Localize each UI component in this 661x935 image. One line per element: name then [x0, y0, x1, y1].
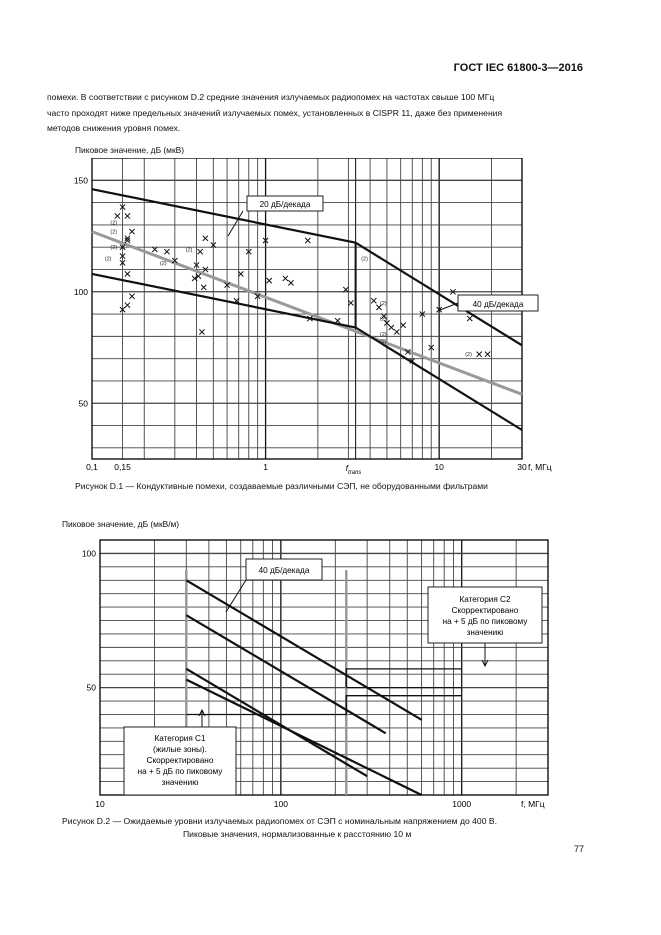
x-tick-label: 30 — [517, 462, 527, 472]
data-point — [371, 298, 376, 303]
category-c2-line: значению — [466, 628, 504, 637]
data-point — [129, 229, 134, 234]
category-c1-line: значению — [161, 778, 199, 787]
data-point — [129, 294, 134, 299]
data-point — [477, 352, 482, 357]
data-point — [288, 280, 293, 285]
category-c1-line: на + 5 дБ по пиковому — [137, 767, 223, 776]
point-multiplicity-label: (2) — [110, 229, 118, 236]
figure1-caption: Рисунок D.1 — Кондуктивные помехи, создаваемые различными СЭП, не оборудованными фильтрами — [75, 481, 488, 491]
data-point — [198, 249, 203, 254]
mean-line — [92, 229, 522, 395]
intro-paragraph — [47, 90, 585, 137]
point-multiplicity-label: (2) — [379, 316, 387, 323]
upper-boundary-line — [92, 189, 522, 345]
data-point — [389, 325, 394, 330]
y-tick-label: 50 — [78, 398, 88, 409]
data-point — [201, 285, 206, 290]
point-multiplicity-label: (2) — [159, 260, 167, 267]
data-point — [203, 236, 208, 241]
data-point — [283, 276, 288, 281]
x-tick-label: 10 — [95, 799, 105, 809]
data-point — [394, 329, 399, 334]
data-point — [199, 329, 204, 334]
figure2-caption-line2: Пиковые значения, нормализованные к расстоянию 10 м — [183, 829, 412, 839]
category-c2-line: Категория С2 — [459, 595, 511, 604]
point-multiplicity-label: (2) — [379, 338, 387, 345]
annotation-40-arrow — [440, 303, 458, 310]
point-multiplicity-label: (2) — [361, 256, 368, 263]
annotation-20-label: 20 дБ/декада — [259, 200, 311, 209]
point-multiplicity-label: (2) — [465, 352, 472, 359]
point-multiplicity-label: (2) — [185, 247, 193, 254]
x-axis-label: f, МГц — [521, 799, 545, 809]
category-c2-line: Скорректировано — [451, 606, 519, 615]
paragraph-line: методов снижения уровня помех. — [47, 123, 181, 133]
figure1-chart — [60, 158, 580, 478]
point-multiplicity-label: (2) — [110, 220, 118, 227]
category-c1-line: Скорректировано — [146, 756, 214, 765]
slope-line — [186, 580, 421, 720]
ftrans-label: $f_{trans}$ — [345, 463, 362, 476]
data-point — [267, 278, 272, 283]
point-multiplicity-label: (2) — [104, 256, 112, 263]
paragraph-line: помехи. В соответствии с рисунком D.2 средние значения излучаемых радиопомех на частотах свыше 100 МГц — [47, 92, 495, 102]
figure2-chart — [60, 530, 580, 815]
standard-header: ГОСТ IEC 61800-3—2016 — [453, 62, 583, 74]
data-point — [467, 316, 472, 321]
page-number: 77 — [573, 844, 584, 854]
data-point — [164, 249, 169, 254]
x-tick-label: 0,15 — [114, 462, 131, 472]
figure1-tick-labels — [74, 175, 552, 476]
paragraph-line: часто проходят ниже предельных значений излучаемых помех, установленных в CISPR 11, даже без применения — [47, 107, 503, 118]
data-point — [125, 271, 130, 276]
x-axis-label: f, МГц — [528, 462, 552, 472]
x-tick-label: 0,1 — [86, 462, 98, 472]
data-point — [485, 352, 490, 357]
point-multiplicity-label: (2) — [379, 300, 387, 307]
x-tick-label: 100 — [273, 799, 288, 809]
data-point — [115, 213, 120, 218]
figure2-caption-line1: Рисунок D.2 — Ожидаемые уровни излучаемых радиопомех от СЭП с номинальным напряжением до 400 В. — [62, 816, 497, 826]
y-tick-label: 100 — [81, 548, 96, 559]
data-point — [125, 303, 130, 308]
annotation-20-arrow — [228, 211, 243, 236]
data-point — [305, 238, 310, 243]
y-tick-label: 50 — [86, 682, 96, 693]
category-c1-line: (жилые зоны). — [153, 745, 207, 754]
annotation-40-label: 40 дБ/декада — [472, 300, 524, 309]
point-multiplicity-label: (2) — [379, 332, 387, 339]
category-c1-line: Категория С1 — [154, 734, 206, 743]
y-tick-label: 100 — [73, 286, 88, 297]
point-multiplicity-label: (2) — [110, 245, 118, 252]
figure2-y-axis-label: Пиковое значение, дБ (мкВ/м) — [62, 519, 180, 529]
data-point — [125, 213, 130, 218]
category-c1-limit — [186, 696, 461, 715]
data-point — [335, 318, 340, 323]
data-point — [401, 323, 406, 328]
figure2-annotation-40-label: 40 дБ/декада — [258, 566, 310, 575]
category-c2-line: на + 5 дБ по пиковому — [442, 617, 528, 626]
figure1-y-axis-label: Пиковое значение, дБ (мкВ) — [75, 145, 184, 155]
figure1-scatter-points — [105, 204, 490, 363]
x-tick-label: 1000 — [452, 799, 472, 809]
x-tick-label: 1 — [263, 462, 268, 472]
data-point — [348, 300, 353, 305]
y-tick-label: 150 — [73, 175, 88, 186]
x-tick-label: 10 — [434, 462, 444, 472]
